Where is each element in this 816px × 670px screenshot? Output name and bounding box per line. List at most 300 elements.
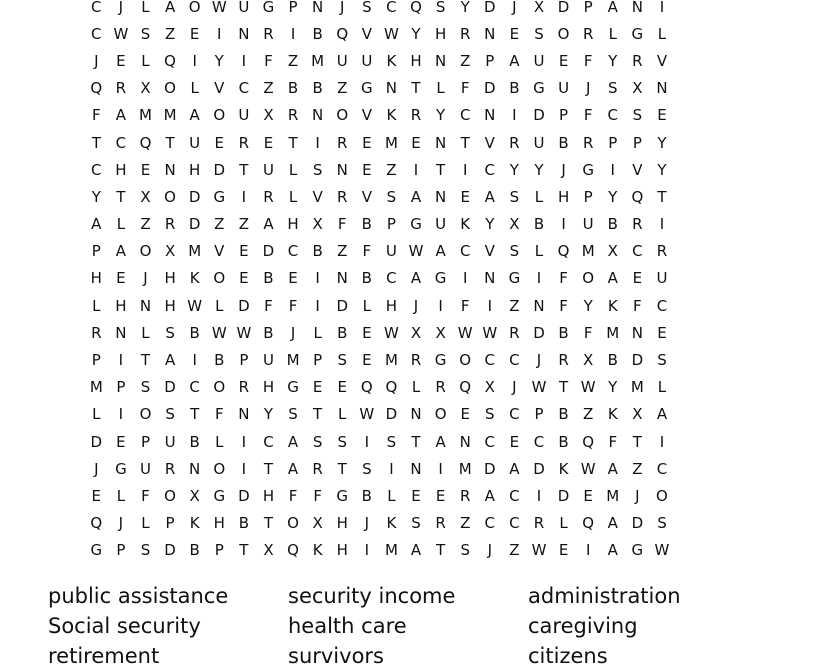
grid-letter: A: [189, 106, 200, 125]
grid-letter: J: [143, 269, 148, 288]
grid-letter: N: [312, 0, 324, 16]
grid-letter: H: [164, 296, 176, 315]
grid-letter: O: [459, 351, 472, 370]
grid-letter: H: [434, 24, 447, 43]
grid-letter: S: [140, 541, 151, 560]
grid-letter: T: [239, 160, 249, 179]
grid-letter: R: [582, 133, 594, 152]
word-list: [48, 582, 808, 670]
grid-letter: Q: [164, 51, 176, 70]
grid-letter: E: [411, 486, 421, 505]
grid-letter: Y: [411, 24, 421, 43]
grid-letter: T: [288, 133, 298, 152]
grid-letter: K: [189, 514, 200, 533]
grid-letter: F: [214, 405, 224, 424]
grid-letter: C: [484, 160, 496, 179]
grid-letter: R: [91, 323, 102, 342]
grid-letter: R: [459, 486, 471, 505]
grid-letter: T: [558, 378, 569, 397]
grid-letter: D: [238, 486, 250, 505]
grid-letter: I: [536, 486, 542, 505]
grid-letter: H: [115, 160, 127, 179]
grid-letter: Q: [557, 242, 570, 261]
grid-letter: W: [580, 459, 596, 478]
grid-letter: J: [561, 160, 566, 179]
grid-letter: L: [288, 187, 298, 206]
grid-letter: T: [436, 160, 446, 179]
grid-letter: I: [561, 215, 566, 234]
grid-letter: N: [164, 160, 176, 179]
grid-letter: F: [460, 79, 470, 98]
grid-letter: S: [140, 378, 151, 397]
word-list-item: administration: [528, 584, 681, 608]
grid-letter: R: [164, 459, 176, 478]
grid-letter: B: [312, 242, 323, 261]
grid-letter: T: [140, 351, 151, 370]
grid-letter: D: [484, 459, 496, 478]
grid-letter: X: [140, 187, 151, 206]
grid-row: [84, 0, 734, 20]
grid-letter: W: [654, 541, 670, 560]
grid-letter: Z: [386, 160, 397, 179]
grid-letter: C: [533, 432, 545, 451]
grid-letter: Q: [287, 541, 299, 560]
grid-letter: N: [189, 459, 201, 478]
grid-letter: R: [312, 459, 323, 478]
grid-letter: X: [435, 323, 446, 342]
grid-letter: Z: [164, 24, 176, 43]
grid-letter: U: [336, 51, 348, 70]
grid-letter: M: [384, 541, 398, 560]
grid-letter: N: [434, 187, 447, 206]
grid-letter: F: [288, 296, 298, 315]
grid-letter: P: [534, 405, 544, 424]
grid-letter: Z: [287, 51, 299, 70]
grid-letter: R: [632, 51, 643, 70]
grid-letter: I: [438, 296, 443, 315]
grid-letter: H: [336, 514, 348, 533]
grid-letter: Y: [214, 51, 224, 70]
grid-letter: S: [435, 0, 446, 16]
grid-letter: P: [214, 541, 224, 560]
grid-letter: Z: [509, 541, 520, 560]
grid-letter: R: [558, 351, 569, 370]
grid-letter: L: [387, 486, 396, 505]
grid-letter: J: [512, 0, 517, 16]
grid-letter: E: [91, 486, 102, 505]
grid-letter: C: [509, 486, 520, 505]
grid-letter: U: [385, 242, 397, 261]
grid-letter: I: [536, 269, 542, 288]
grid-letter: V: [214, 242, 225, 261]
grid-row: [84, 319, 734, 346]
grid-letter: D: [262, 242, 275, 261]
grid-letter: O: [139, 405, 152, 424]
grid-letter: F: [583, 106, 593, 125]
grid-letter: I: [192, 351, 197, 370]
grid-letter: Q: [582, 514, 595, 533]
grid-letter: F: [460, 296, 470, 315]
grid-letter: I: [217, 24, 222, 43]
grid-letter: N: [484, 269, 496, 288]
grid-letter: I: [659, 432, 665, 451]
grid-letter: M: [163, 106, 177, 125]
grid-letter: B: [263, 269, 274, 288]
grid-letter: K: [386, 514, 397, 533]
grid-letter: N: [238, 24, 250, 43]
grid-letter: I: [413, 160, 419, 179]
grid-letter: J: [585, 79, 591, 98]
grid-letter: T: [436, 541, 446, 560]
grid-letter: N: [115, 323, 127, 342]
grid-letter: H: [287, 215, 299, 234]
grid-letter: D: [164, 378, 176, 397]
grid-letter: A: [509, 459, 520, 478]
grid-letter: N: [336, 160, 348, 179]
grid-letter: N: [312, 106, 324, 125]
grid-letter: O: [164, 486, 176, 505]
grid-letter: I: [241, 459, 247, 478]
grid-letter: X: [410, 323, 422, 342]
grid-letter: U: [582, 215, 594, 234]
grid-letter: X: [189, 486, 200, 505]
grid-letter: L: [338, 405, 347, 424]
grid-letter: M: [606, 323, 620, 342]
grid-letter: V: [361, 24, 372, 43]
grid-letter: R: [287, 106, 299, 125]
grid-letter: H: [557, 187, 570, 206]
grid-letter: U: [262, 160, 274, 179]
grid-letter: F: [583, 323, 593, 342]
grid-letter: W: [531, 541, 547, 560]
grid-letter: B: [361, 215, 372, 234]
grid-letter: R: [238, 133, 250, 152]
grid-letter: X: [140, 79, 151, 98]
grid-letter: N: [410, 405, 422, 424]
grid-letter: M: [89, 378, 103, 397]
grid-letter: C: [459, 106, 471, 125]
grid-letter: M: [139, 106, 152, 125]
grid-letter: R: [263, 24, 274, 43]
grid-letter: J: [364, 514, 370, 533]
grid-letter: I: [315, 133, 320, 152]
grid-letter: B: [607, 215, 618, 234]
grid-letter: L: [559, 514, 568, 533]
grid-letter: I: [512, 106, 517, 125]
grid-letter: O: [287, 514, 299, 533]
grid-letter: N: [631, 0, 643, 16]
grid-letter: F: [264, 296, 273, 315]
grid-letter: Y: [485, 215, 495, 234]
grid-letter: B: [337, 323, 348, 342]
grid-letter: L: [534, 187, 544, 206]
grid-letter: N: [631, 323, 643, 342]
grid-letter: H: [410, 51, 422, 70]
grid-letter: Y: [608, 51, 618, 70]
grid-letter: L: [116, 486, 126, 505]
grid-letter: F: [362, 242, 372, 261]
grid-letter: M: [286, 351, 300, 370]
grid-letter: D: [484, 0, 496, 16]
grid-letter: R: [337, 187, 348, 206]
grid-letter: A: [115, 242, 127, 261]
grid-letter: C: [386, 0, 397, 16]
grid-letter: G: [336, 486, 349, 505]
grid-letter: W: [187, 296, 203, 315]
grid-letter: K: [312, 541, 323, 560]
grid-letter: P: [583, 187, 593, 206]
grid-letter: L: [141, 323, 150, 342]
grid-letter: J: [536, 351, 542, 370]
grid-letter: M: [581, 242, 595, 261]
grid-letter: W: [384, 323, 399, 342]
word-list-item: Social security: [48, 614, 201, 638]
grid-letter: Z: [632, 459, 643, 478]
grid-row: [84, 102, 734, 129]
grid-letter: T: [411, 432, 421, 451]
grid-letter: C: [238, 79, 250, 98]
grid-letter: P: [116, 378, 126, 397]
grid-letter: E: [509, 432, 520, 451]
grid-letter: Y: [509, 160, 519, 179]
grid-letter: B: [263, 323, 274, 342]
grid-letter: T: [460, 133, 470, 152]
grid-row: [84, 537, 734, 564]
grid-letter: C: [484, 514, 496, 533]
grid-letter: D: [238, 296, 250, 315]
grid-letter: W: [482, 323, 498, 342]
grid-letter: W: [113, 24, 129, 43]
grid-letter: Y: [460, 0, 470, 16]
grid-row: [84, 482, 734, 509]
grid-letter: D: [557, 0, 570, 16]
grid-letter: U: [164, 432, 176, 451]
grid-letter: P: [608, 133, 618, 152]
grid-letter: F: [608, 432, 618, 451]
grid-letter: E: [558, 541, 569, 560]
grid-letter: I: [118, 405, 124, 424]
grid-letter: F: [288, 486, 298, 505]
grid-letter: V: [312, 187, 323, 206]
grid-letter: Q: [385, 378, 398, 397]
grid-letter: B: [189, 541, 200, 560]
grid-letter: Z: [460, 514, 471, 533]
grid-letter: G: [434, 269, 447, 288]
grid-letter: N: [336, 269, 348, 288]
grid-letter: R: [459, 24, 471, 43]
grid-letter: I: [315, 296, 320, 315]
grid-letter: N: [484, 106, 496, 125]
grid-letter: S: [362, 0, 372, 16]
grid-letter: C: [509, 514, 520, 533]
grid-letter: Z: [337, 79, 348, 98]
grid-letter: R: [410, 351, 422, 370]
grid-letter: A: [607, 459, 618, 478]
grid-letter: F: [633, 296, 642, 315]
grid-letter: Z: [238, 215, 249, 234]
grid-letter: X: [632, 79, 643, 98]
grid-letter: S: [312, 432, 323, 451]
grid-letter: G: [508, 269, 521, 288]
grid-letter: D: [484, 79, 496, 98]
grid-row: [84, 374, 734, 401]
grid-letter: I: [290, 24, 296, 43]
grid-letter: E: [460, 405, 470, 424]
grid-letter: O: [434, 405, 447, 424]
grid-letter: X: [533, 0, 545, 16]
grid-letter: Z: [337, 242, 348, 261]
grid-letter: R: [164, 215, 176, 234]
grid-letter: A: [607, 0, 618, 16]
grid-letter: H: [336, 541, 348, 560]
grid-letter: K: [607, 296, 618, 315]
grid-letter: A: [607, 541, 618, 560]
grid-letter: Z: [583, 405, 594, 424]
grid-letter: J: [118, 514, 124, 533]
grid-letter: L: [657, 378, 667, 397]
word-list-item: retirement: [48, 644, 160, 668]
grid-letter: Q: [139, 133, 152, 152]
grid-letter: C: [607, 106, 618, 125]
grid-letter: S: [608, 79, 618, 98]
grid-letter: H: [90, 269, 102, 288]
grid-letter: S: [337, 351, 347, 370]
grid-row: [84, 265, 734, 292]
grid-letter: T: [263, 514, 274, 533]
grid-letter: B: [238, 514, 249, 533]
grid-letter: T: [165, 133, 175, 152]
grid-letter: Q: [90, 514, 103, 533]
grid-letter: B: [189, 323, 200, 342]
grid-letter: F: [559, 269, 568, 288]
grid-letter: Z: [214, 215, 225, 234]
grid-letter: K: [189, 269, 200, 288]
grid-letter: F: [559, 296, 568, 315]
grid-letter: B: [214, 351, 225, 370]
grid-letter: O: [213, 106, 226, 125]
grid-letter: W: [211, 0, 227, 16]
grid-letter: E: [362, 323, 372, 342]
grid-letter: O: [213, 459, 226, 478]
grid-letter: R: [115, 79, 127, 98]
grid-letter: I: [241, 51, 247, 70]
grid-letter: A: [410, 269, 422, 288]
grid-letter: V: [484, 133, 495, 152]
grid-letter: G: [631, 541, 644, 560]
grid-row: [84, 455, 734, 482]
grid-letter: B: [361, 486, 372, 505]
grid-letter: G: [361, 79, 373, 98]
grid-letter: P: [485, 51, 495, 70]
grid-letter: O: [164, 187, 176, 206]
grid-letter: I: [389, 459, 394, 478]
grid-letter: W: [236, 323, 252, 342]
grid-letter: C: [656, 459, 668, 478]
grid-letter: R: [238, 378, 250, 397]
grid-letter: Z: [460, 51, 471, 70]
grid-letter: E: [116, 269, 126, 288]
grid-letter: Z: [509, 296, 520, 315]
grid-letter: A: [164, 0, 176, 16]
grid-letter: S: [657, 514, 667, 533]
grid-letter: A: [287, 459, 299, 478]
grid-letter: L: [116, 215, 126, 234]
grid-letter: N: [410, 459, 422, 478]
grid-letter: S: [509, 187, 520, 206]
grid-letter: J: [118, 0, 124, 16]
grid-letter: C: [656, 296, 668, 315]
grid-letter: E: [435, 486, 446, 505]
grid-letter: J: [413, 296, 419, 315]
grid-letter: L: [141, 51, 150, 70]
grid-letter: Y: [657, 160, 667, 179]
grid-letter: I: [364, 432, 370, 451]
grid-letter: S: [312, 160, 323, 179]
grid-letter: T: [116, 187, 126, 206]
grid-letter: M: [188, 242, 202, 261]
grid-letter: D: [631, 514, 644, 533]
grid-letter: A: [410, 187, 422, 206]
grid-row: [84, 292, 734, 319]
grid-row: [84, 129, 734, 156]
grid-letter: Y: [91, 187, 101, 206]
grid-letter: E: [583, 486, 593, 505]
grid-row: [84, 211, 734, 238]
word-list-item: citizens: [528, 644, 608, 668]
grid-letter: C: [287, 242, 299, 261]
grid-letter: L: [190, 79, 199, 98]
grid-letter: X: [632, 405, 643, 424]
grid-letter: C: [459, 242, 471, 261]
grid-letter: N: [434, 51, 447, 70]
grid-letter: L: [608, 24, 617, 43]
grid-letter: U: [238, 106, 250, 125]
grid-letter: M: [384, 351, 398, 370]
grid-letter: A: [263, 215, 274, 234]
grid-letter: T: [91, 133, 101, 152]
grid-letter: I: [364, 541, 370, 560]
grid-letter: E: [189, 24, 200, 43]
grid-letter: N: [385, 79, 398, 98]
grid-letter: G: [115, 459, 127, 478]
grid-letter: W: [580, 378, 596, 397]
grid-letter: L: [141, 514, 150, 533]
grid-letter: I: [659, 215, 665, 234]
grid-letter: B: [533, 215, 545, 234]
grid-letter: A: [607, 514, 618, 533]
grid-letter: S: [509, 242, 520, 261]
grid-letter: E: [263, 133, 274, 152]
grid-letter: O: [164, 79, 176, 98]
grid-letter: B: [312, 24, 323, 43]
grid-letter: I: [192, 51, 197, 70]
grid-letter: T: [239, 541, 249, 560]
grid-letter: R: [533, 514, 545, 533]
grid-letter: T: [337, 459, 347, 478]
grid-letter: C: [115, 133, 127, 152]
grid-letter: F: [583, 51, 593, 70]
grid-letter: P: [313, 351, 323, 370]
grid-letter: T: [263, 459, 274, 478]
grid-letter: P: [239, 351, 249, 370]
grid-letter: G: [287, 378, 299, 397]
grid-letter: O: [213, 378, 226, 397]
grid-letter: R: [656, 242, 668, 261]
grid-letter: U: [189, 133, 201, 152]
grid-letter: U: [238, 0, 250, 16]
grid-letter: L: [657, 24, 667, 43]
grid-letter: X: [312, 514, 323, 533]
